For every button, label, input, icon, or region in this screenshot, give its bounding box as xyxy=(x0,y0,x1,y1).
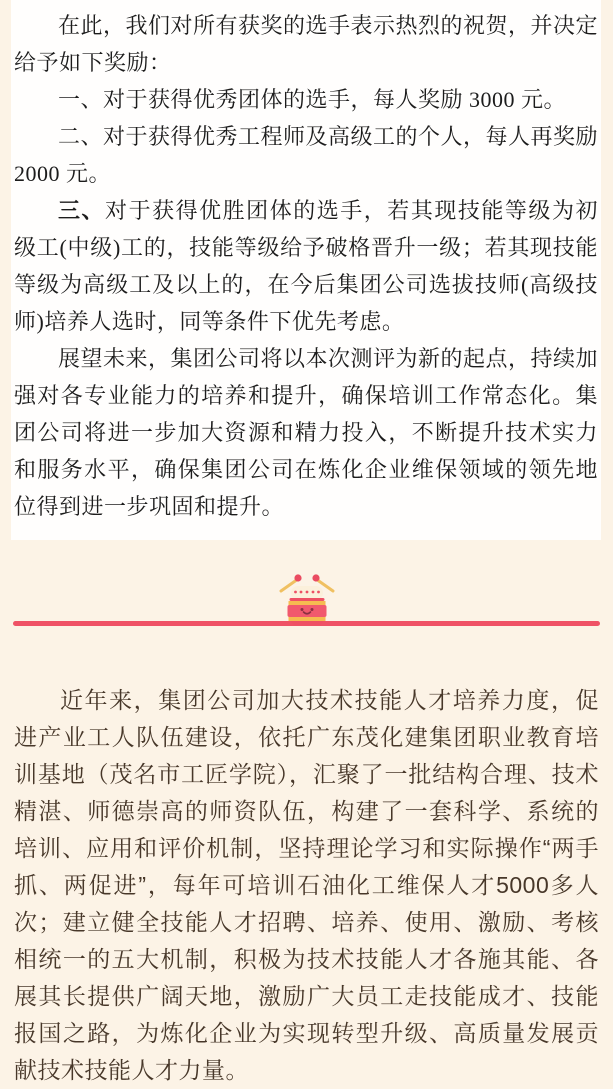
award-item-2: 二、对于获得优秀工程师及高级工的个人，每人再奖励 2000 元。 xyxy=(14,124,599,186)
talent-development-section xyxy=(0,626,613,1089)
announcement-intro: 在此，我们对所有获奖的选手表示热烈的祝贺，并决定给予如下奖励： xyxy=(14,13,599,75)
award-announcement-section xyxy=(11,0,601,540)
talent-development-paragraph: 近年来，集团公司加大技术技能人才培养力度，促进产业工人队伍建设，依托广东茂化建集团职业教育培训基地（茂名市工匠学院），汇聚了一批结构合理、技术精湛、师德崇高的师资队伍，构建了一套科学、系统的培训、应用和评价机制，坚持理论学习和实际操作“两手抓、两促进”，每年可培训石油化工维保人才5000多人次；建立健全技能人才招聘、培养、使用、激励、考核相统一的五大机制，积极为技术技能人才各施其能、各展其长提供广阔天地，激励广大员工走技能成才、技能报国之路，为炼化企业为实现转型升级、高质量发展贡献技术技能人才力量。 xyxy=(14,687,599,1083)
drum-icon xyxy=(274,571,340,625)
decorative-divider xyxy=(0,540,613,626)
award-item-3 xyxy=(14,192,598,340)
award-item-3-text: 对于获得优胜团体的选手，若其现技能等级为初级工(中级)工的，技能等级给予破格晋升一级；若其现技能等级为高级工及以上的，在今后集团公司选拔技师(高级技师)培养人选时，同等条件下优先考虑。 xyxy=(14,198,598,334)
award-item-1: 一、对于获得优秀团体的选手，每人奖励 3000 元。 xyxy=(58,87,567,112)
award-item-3-number: 三、 xyxy=(58,198,106,223)
outlook-paragraph: 展望未来，集团公司将以本次测评为新的起点，持续加强对各专业能力的培养和提升，确保培训工作常态化。集团公司将进一步加大资源和精力投入，不断提升技术实力和服务水平，确保集团公司在炼化企业维保领域的领先地位得到进一步巩固和提升。 xyxy=(14,346,599,519)
